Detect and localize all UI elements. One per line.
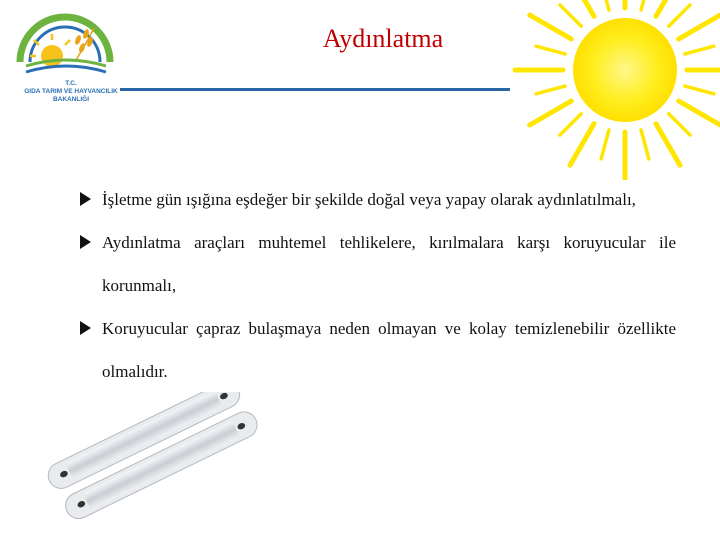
- sun-ray: [570, 0, 594, 16]
- sun-ray: [669, 114, 690, 135]
- arrowhead-bullet-icon: [80, 192, 91, 206]
- bullet-text: Koruyucular çapraz bulaşmaya neden olmayan ve kolay temizlenebilir özellikte olmalıdır.: [102, 319, 676, 381]
- bullet-item: [80, 221, 676, 307]
- logo-ministry-name: GIDA TARIM VE HAYVANCILIK: [24, 88, 118, 95]
- sun-ray: [530, 101, 572, 125]
- bullet-text: Aydınlatma araçları muhtemel tehlikelere, kırılmalara karşı koruyucular ile korunmalı,: [102, 233, 676, 295]
- sun-ray: [679, 101, 720, 125]
- sun-ray: [536, 86, 565, 94]
- sun-ray: [656, 124, 680, 166]
- sun-ray: [530, 15, 572, 39]
- bullet-item: [80, 178, 676, 221]
- sun-ray: [679, 15, 720, 39]
- sun-ray: [560, 114, 581, 135]
- sun-ray: [656, 0, 680, 16]
- sun-ray: [536, 46, 565, 54]
- title-divider: [120, 88, 510, 91]
- sun-ray: [641, 0, 649, 10]
- sun-ray: [685, 46, 714, 54]
- page-title: Aydınlatma: [322, 24, 444, 53]
- logo-emblem: [6, 4, 124, 84]
- sun-icon: [500, 0, 720, 180]
- arrowhead-bullet-icon: [80, 321, 91, 335]
- sun-ray: [570, 124, 594, 166]
- bullet-item: [80, 307, 676, 393]
- arrowhead-bullet-icon: [80, 235, 91, 249]
- sun-ray: [641, 130, 649, 159]
- sun-ray: [601, 0, 609, 10]
- logo-tc: T.C.: [65, 80, 77, 87]
- sun-ray: [560, 5, 581, 26]
- bullet-list: [80, 178, 676, 393]
- sun-ray: [685, 86, 714, 94]
- bullet-text: İşletme gün ışığına eşdeğer bir şekilde doğal veya yapay olarak aydınlatılmalı,: [102, 190, 636, 209]
- logo-ministry-suffix: BAKANLIĞI: [52, 96, 90, 103]
- ministry-logo-icon: [6, 4, 124, 124]
- sun-ray: [669, 5, 690, 26]
- sun-ray: [601, 130, 609, 159]
- fluorescent-lamp-icon: [38, 392, 278, 522]
